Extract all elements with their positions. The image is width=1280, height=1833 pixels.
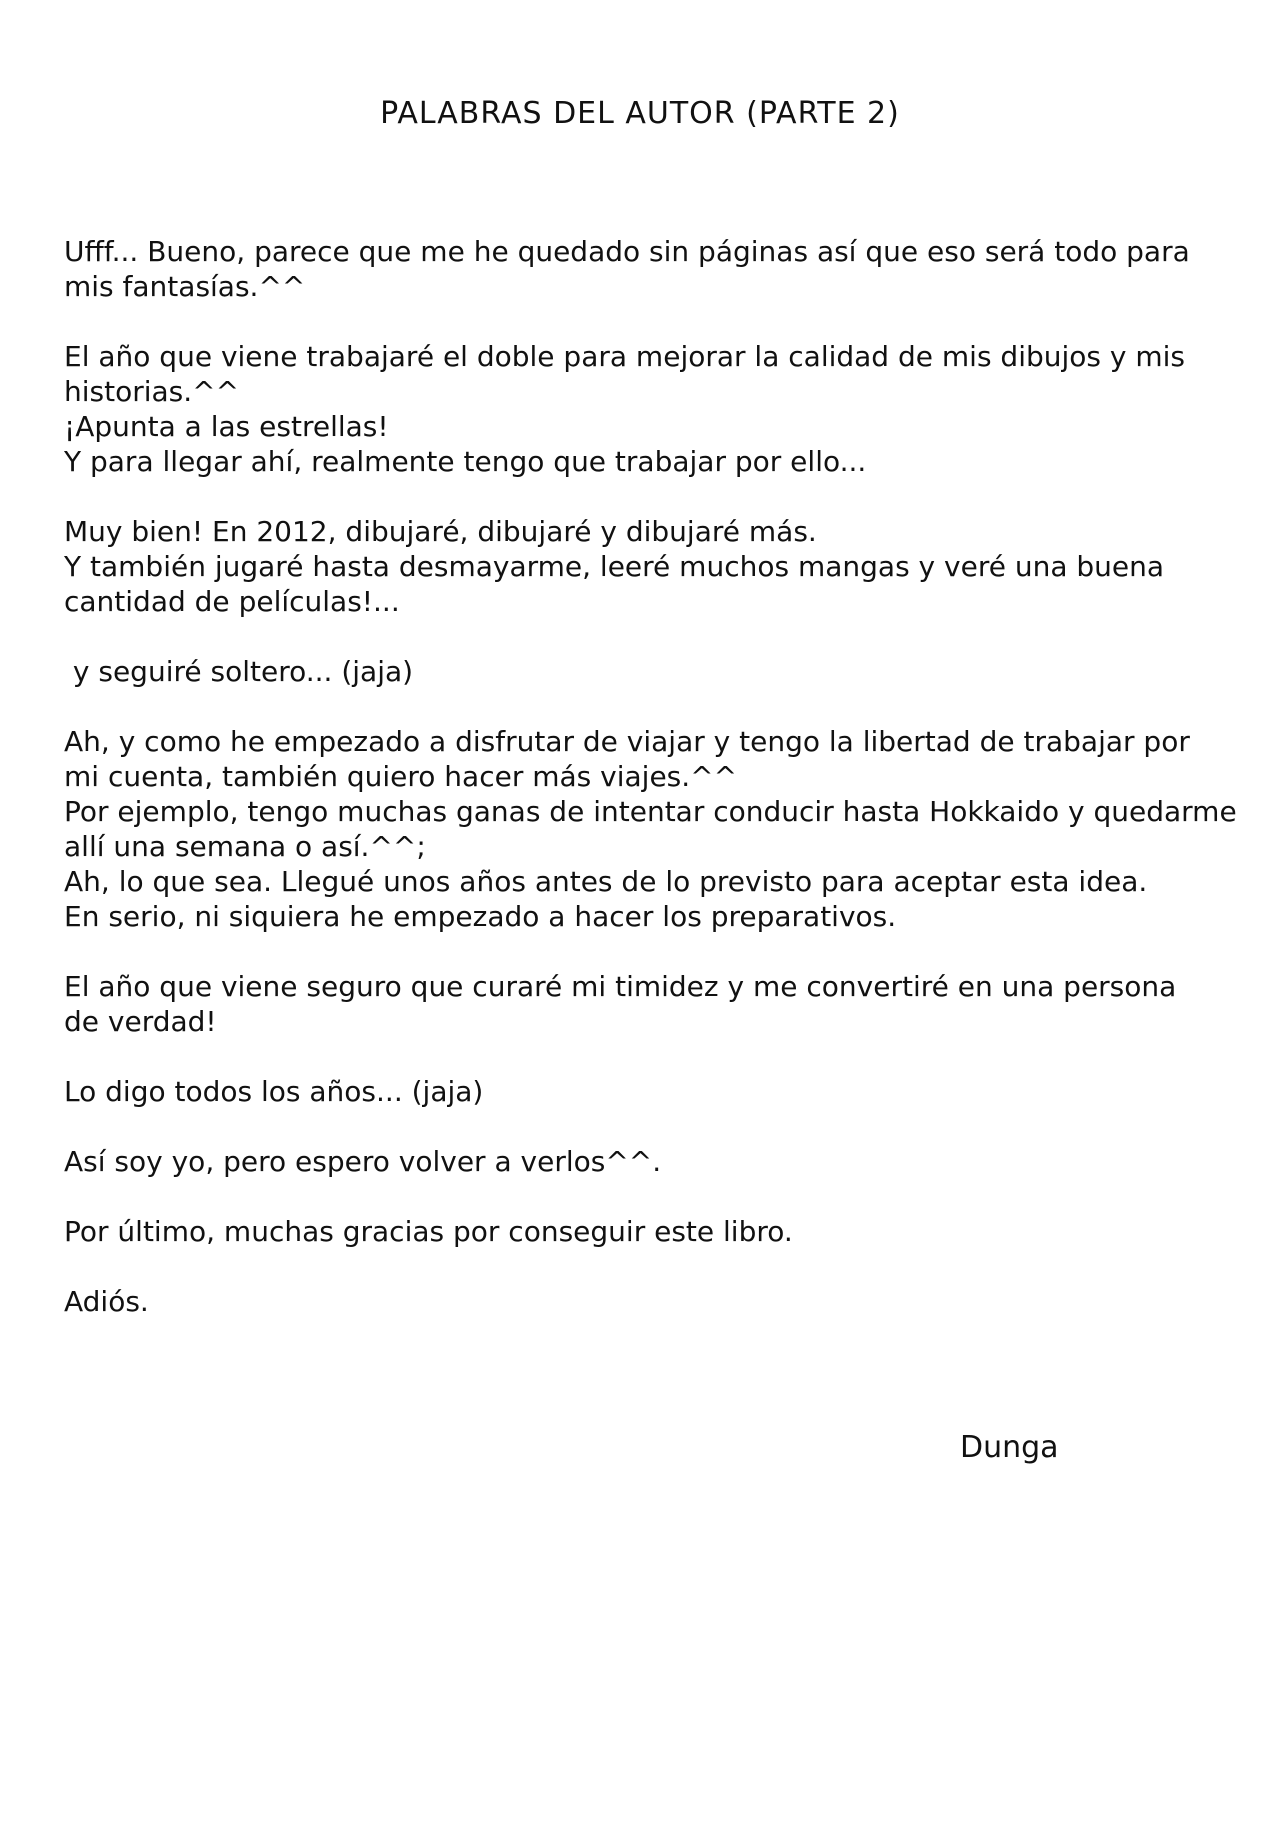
text-line: Muy bien! En 2012, dibujaré, dibujaré y dibujaré más. [64,515,817,548]
paragraph-spacer [64,304,1244,339]
page-title: PALABRAS DEL AUTOR (PARTE 2) [380,96,900,131]
text-line: Ah, lo que sea. Llegué unos años antes de lo previsto para aceptar esta idea. [64,865,1148,898]
paragraph-spacer [64,1039,1244,1074]
text-line: El año que viene trabajaré el doble para mejorar la calidad de mis dibujos y mis [64,340,1186,373]
text-line: mi cuenta, también quiero hacer más viajes.^^ [64,760,738,793]
paragraph-5 [64,724,1244,934]
letter-body [64,234,1244,1319]
paragraph-spacer [64,1179,1244,1214]
paragraph-spacer [64,934,1244,969]
paragraph-9 [64,1214,1244,1249]
text-line: El año que viene seguro que curaré mi timidez y me convertiré en una persona [64,970,1177,1003]
paragraph-2 [64,339,1244,479]
text-line: Adiós. [64,1285,149,1318]
paragraph-spacer [64,479,1244,514]
author-signature: Dunga [960,1430,1059,1465]
text-line: mis fantasías.^^ [64,270,306,303]
text-line: historias.^^ [64,375,240,408]
paragraph-spacer [64,1109,1244,1144]
paragraph-10 [64,1284,1244,1319]
paragraph-1 [64,234,1244,304]
paragraph-8 [64,1144,1244,1179]
text-line: Ah, y como he empezado a disfrutar de viajar y tengo la libertad de trabajar por [64,725,1190,758]
paragraph-spacer [64,689,1244,724]
text-line: Por ejemplo, tengo muchas ganas de intentar conducir hasta Hokkaido y quedarme [64,795,1237,828]
text-line: Y para llegar ahí, realmente tengo que trabajar por ello... [64,445,867,478]
text-line: ¡Apunta a las estrellas! [64,410,389,443]
paragraph-spacer [64,619,1244,654]
paragraph-spacer [64,1249,1244,1284]
text-line: cantidad de películas!... [64,585,400,618]
text-line: Así soy yo, pero espero volver a verlos^^. [64,1145,662,1178]
text-line: allí una semana o así.^^; [64,830,426,863]
text-line: y seguiré soltero... (jaja) [64,655,414,688]
paragraph-3 [64,514,1244,619]
text-line: Ufff... Bueno, parece que me he quedado sin páginas así que eso será todo para [64,235,1190,268]
paragraph-7 [64,1074,1244,1109]
paragraph-6 [64,969,1244,1039]
text-line: En serio, ni siquiera he empezado a hacer los preparativos. [64,900,897,933]
text-line: Lo digo todos los años... (jaja) [64,1075,484,1108]
text-line: Y también jugaré hasta desmayarme, leeré muchos mangas y veré una buena [64,550,1165,583]
paragraph-4 [64,654,1244,689]
text-line: de verdad! [64,1005,217,1038]
text-line: Por último, muchas gracias por conseguir este libro. [64,1215,793,1248]
